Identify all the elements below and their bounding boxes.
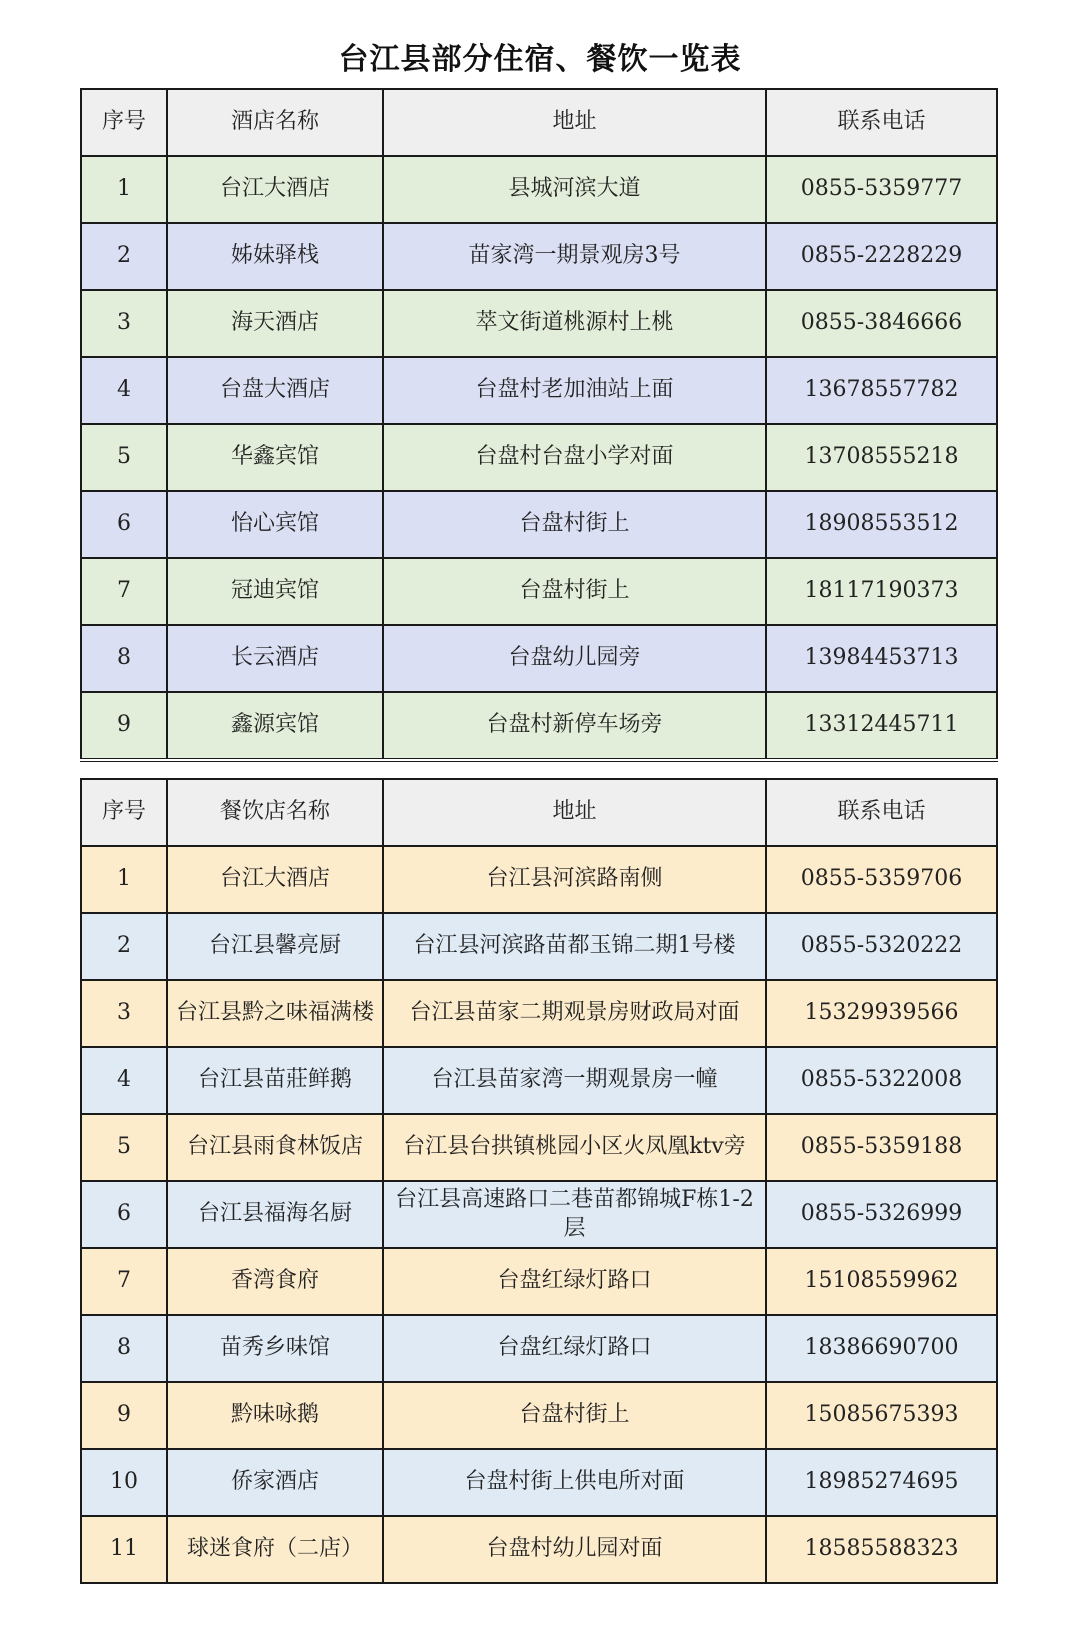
restaurant-cell-phone: 0855-5326999 [766,1181,997,1248]
restaurant-cell-name: 台江县馨亮厨 [167,913,383,980]
hotel-cell-name: 鑫源宾馆 [167,692,383,760]
hotel-row [81,692,997,760]
restaurant-cell-phone: 0855-5322008 [766,1047,997,1114]
restaurant-table [80,778,998,1584]
restaurant-cell-phone: 18985274695 [766,1449,997,1516]
hotel-cell-name: 台盘大酒店 [167,357,383,424]
hotel-header-index: 序号 [81,89,167,156]
restaurant-cell-name: 台江县雨食林饭店 [167,1114,383,1181]
restaurant-cell-index: 6 [81,1181,167,1248]
restaurant-row [81,1047,997,1114]
restaurant-cell-phone: 15108559962 [766,1248,997,1315]
hotel-table [80,88,998,762]
restaurant-cell-phone: 15329939566 [766,980,997,1047]
hotel-cell-index: 8 [81,625,167,692]
restaurant-cell-index: 7 [81,1248,167,1315]
hotel-row [81,558,997,625]
restaurant-cell-phone: 15085675393 [766,1382,997,1449]
hotel-cell-name: 冠迪宾馆 [167,558,383,625]
restaurant-cell-address: 台江县高速路口二巷苗都锦城F栋1-2层 [383,1181,766,1248]
hotel-cell-address: 萃文街道桃源村上桃 [383,290,766,357]
hotel-cell-index: 4 [81,357,167,424]
restaurant-cell-name: 苗秀乡味馆 [167,1315,383,1382]
hotel-cell-phone: 13708555218 [766,424,997,491]
hotel-cell-name: 长云酒店 [167,625,383,692]
hotel-cell-name: 怡心宾馆 [167,491,383,558]
restaurant-header-index: 序号 [81,779,167,846]
restaurant-table-body [81,779,997,1583]
restaurant-cell-phone: 18585588323 [766,1516,997,1583]
hotel-cell-index: 6 [81,491,167,558]
hotel-cell-address: 县城河滨大道 [383,156,766,223]
hotel-cell-index: 9 [81,692,167,760]
hotel-cell-address: 台盘村新停车场旁 [383,692,766,760]
hotel-cell-address: 苗家湾一期景观房3号 [383,223,766,290]
hotel-row [81,625,997,692]
hotel-cell-address: 台盘幼儿园旁 [383,625,766,692]
restaurant-cell-name: 球迷食府（二店） [167,1516,383,1583]
restaurant-cell-address: 台盘村街上 [383,1382,766,1449]
restaurant-cell-address: 台江县河滨路南侧 [383,846,766,913]
restaurant-cell-name: 台江大酒店 [167,846,383,913]
restaurant-cell-index: 10 [81,1449,167,1516]
hotel-row [81,223,997,290]
hotel-cell-phone: 0855-3846666 [766,290,997,357]
restaurant-cell-name: 台江县福海名厨 [167,1181,383,1248]
hotel-cell-index: 7 [81,558,167,625]
restaurant-cell-index: 2 [81,913,167,980]
hotel-header-address: 地址 [383,89,766,156]
hotel-cell-phone: 18908553512 [766,491,997,558]
hotel-cell-name: 华鑫宾馆 [167,424,383,491]
restaurant-cell-index: 9 [81,1382,167,1449]
hotel-cell-address: 台盘村台盘小学对面 [383,424,766,491]
hotel-cell-name: 姊妹驿栈 [167,223,383,290]
restaurant-cell-name: 侨家酒店 [167,1449,383,1516]
restaurant-cell-index: 11 [81,1516,167,1583]
restaurant-cell-address: 台盘红绿灯路口 [383,1315,766,1382]
restaurant-header-row [81,779,997,846]
restaurant-cell-index: 5 [81,1114,167,1181]
restaurant-cell-address: 台江县苗家二期观景房财政局对面 [383,980,766,1047]
hotel-row [81,424,997,491]
hotel-cell-index: 5 [81,424,167,491]
hotel-header-phone: 联系电话 [766,89,997,156]
restaurant-cell-address: 台盘红绿灯路口 [383,1248,766,1315]
restaurant-cell-name: 黔味咏鹅 [167,1382,383,1449]
restaurant-header-name: 餐饮店名称 [167,779,383,846]
restaurant-header-address: 地址 [383,779,766,846]
hotel-row [81,357,997,424]
hotel-cell-address: 台盘村老加油站上面 [383,357,766,424]
restaurant-cell-index: 8 [81,1315,167,1382]
hotel-cell-name: 海天酒店 [167,290,383,357]
restaurant-row [81,1181,997,1248]
hotel-cell-index: 3 [81,290,167,357]
restaurant-cell-name: 香湾食府 [167,1248,383,1315]
restaurant-row [81,980,997,1047]
hotel-row [81,290,997,357]
restaurant-cell-address: 台江县河滨路苗都玉锦二期1号楼 [383,913,766,980]
restaurant-header-phone: 联系电话 [766,779,997,846]
hotel-cell-name: 台江大酒店 [167,156,383,223]
hotel-header-name: 酒店名称 [167,89,383,156]
hotel-cell-address: 台盘村街上 [383,558,766,625]
restaurant-cell-address: 台盘村街上供电所对面 [383,1449,766,1516]
restaurant-row [81,1248,997,1315]
restaurant-row [81,1114,997,1181]
hotel-cell-phone: 13678557782 [766,357,997,424]
restaurant-cell-phone: 0855-5359188 [766,1114,997,1181]
hotel-table-body [81,89,997,760]
hotel-cell-phone: 18117190373 [766,558,997,625]
hotel-cell-phone: 13984453713 [766,625,997,692]
restaurant-row [81,1315,997,1382]
restaurant-row [81,1516,997,1583]
hotel-row [81,491,997,558]
hotel-cell-address: 台盘村街上 [383,491,766,558]
hotel-row [81,156,997,223]
restaurant-cell-name: 台江县黔之味福满楼 [167,980,383,1047]
restaurant-cell-address: 台江县苗家湾一期观景房一幢 [383,1047,766,1114]
hotel-cell-index: 2 [81,223,167,290]
restaurant-row [81,913,997,980]
hotel-cell-phone: 13312445711 [766,692,997,760]
restaurant-cell-address: 台盘村幼儿园对面 [383,1516,766,1583]
restaurant-cell-index: 4 [81,1047,167,1114]
restaurant-cell-phone: 0855-5320222 [766,913,997,980]
restaurant-cell-phone: 18386690700 [766,1315,997,1382]
restaurant-cell-address: 台江县台拱镇桃园小区火凤凰ktv旁 [383,1114,766,1181]
restaurant-row [81,1449,997,1516]
page-title: 台江县部分住宿、餐饮一览表 [338,42,742,77]
restaurant-cell-index: 1 [81,846,167,913]
restaurant-row [81,1382,997,1449]
hotel-header-row [81,89,997,156]
restaurant-cell-index: 3 [81,980,167,1047]
hotel-cell-index: 1 [81,156,167,223]
restaurant-cell-phone: 0855-5359706 [766,846,997,913]
restaurant-row [81,846,997,913]
hotel-cell-phone: 0855-2228229 [766,223,997,290]
restaurant-cell-name: 台江县苗莊鲜鹅 [167,1047,383,1114]
hotel-cell-phone: 0855-5359777 [766,156,997,223]
